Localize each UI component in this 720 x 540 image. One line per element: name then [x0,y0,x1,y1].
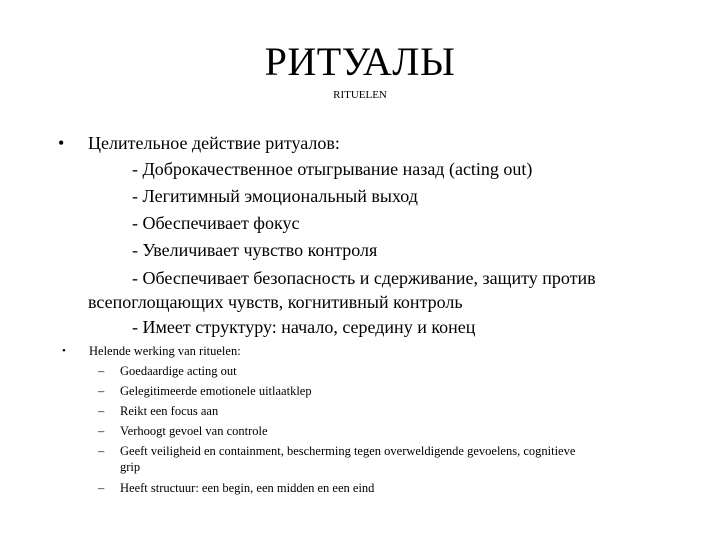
ru-item-5: - Обеспечивает безопасность и сдерживание, защиту против [132,268,596,288]
nl-item-2: Gelegitimeerde emotionele uitlaatklep [120,384,312,398]
ru-item-2: - Легитимный эмоциональный выход [132,186,418,206]
ru-item-5-continued: всепоглощающих чувств, когнитивный контроль [88,292,463,312]
dash-icon: – [98,444,105,458]
nl-item-6: Heeft structuur: een begin, een midden en een eind [120,481,375,495]
dash-icon: – [98,424,105,438]
dash-icon: – [98,481,105,495]
slide-subtitle: RITUELEN [333,89,387,101]
ru-item-1: - Доброкачественное отыгрывание назад (acting out) [132,159,533,179]
dash-icon: – [98,404,105,418]
nl-item-5: Geeft veiligheid en containment, bescherming tegen overweldigende gevoelens, cognitieve [120,444,576,458]
dash-icon: – [98,364,105,378]
dash-icon: – [98,384,105,398]
nl-item-3: Reikt een focus aan [120,404,219,418]
bullet-icon: • [58,133,65,153]
nl-item-1: Goedaardige acting out [120,364,237,378]
nl-item-4: Verhoogt gevoel van controle [120,424,268,438]
nl-item-5-continued: grip [120,460,141,474]
ru-heading: Целительное действие ритуалов: [88,133,340,153]
bullet-icon: • [62,345,66,357]
nl-heading: Helende werking van rituelen: [89,344,241,358]
ru-item-4: - Увеличивает чувство контроля [132,240,378,260]
ru-item-6: - Имеет структуру: начало, середину и конец [132,317,476,337]
ru-item-3: - Обеспечивает фокус [132,213,300,233]
slide-title: РИТУАЛЫ [264,39,456,84]
